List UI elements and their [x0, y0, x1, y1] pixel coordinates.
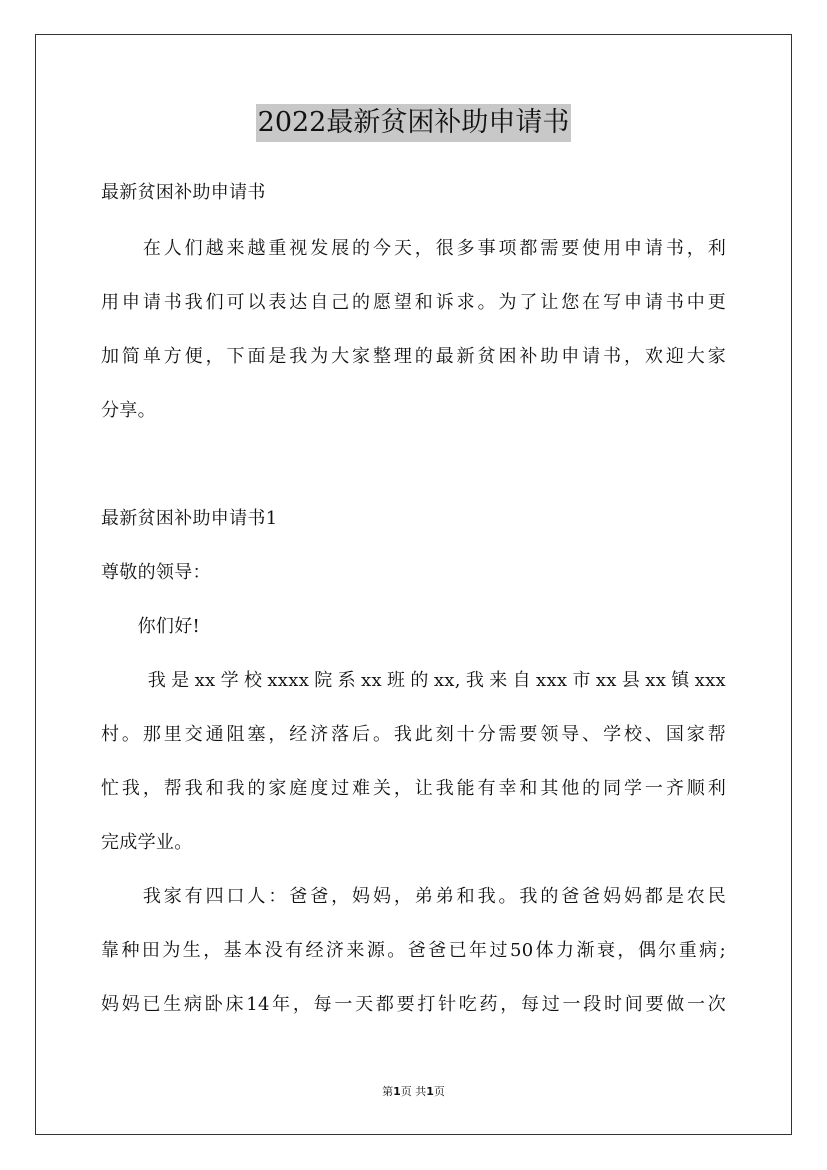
document-title: 2022最新贫困补助申请书 — [256, 104, 572, 142]
paragraph-line: 完成学业。 — [101, 832, 193, 853]
paragraph-line: 我家有四口人：爸爸，妈妈，弟弟和我。我的爸爸妈妈都是农民 — [101, 886, 726, 907]
page-prefix: 第 — [382, 1085, 394, 1098]
page-total: 1 — [426, 1085, 434, 1098]
greeting: 你们好! — [101, 616, 201, 637]
paragraph-line: 忙我，帮我和我的家庭度过难关，让我能有幸和其他的同学一齐顺利 — [101, 778, 726, 799]
page-mid: 页 共 — [400, 1085, 427, 1098]
paragraph-line: 妈妈已生病卧床14年，每一天都要打针吃药，每过一段时间要做一次 — [101, 994, 726, 1015]
section-heading: 最新贫困补助申请书1 — [101, 508, 278, 529]
paragraph-line: 村。那里交通阻塞，经济落后。我此刻十分需要领导、学校、国家帮 — [101, 724, 726, 745]
paragraph-line: 加简单方便，下面是我为大家整理的最新贫困补助申请书，欢迎大家 — [101, 346, 726, 367]
page-current: 1 — [393, 1085, 401, 1098]
paragraph-line: 我是xx学校xxxx院系xx班的xx,我来自xxx市xx县xx镇xxx — [101, 670, 726, 691]
title-container — [0, 104, 827, 142]
salutation: 尊敬的领导： — [101, 562, 211, 583]
paragraph-line: 在人们越来越重视发展的今天，很多事项都需要使用申请书，利 — [101, 238, 726, 259]
section-heading: 最新贫困补助申请书 — [101, 182, 266, 203]
paragraph-line: 用申请书我们可以表达自己的愿望和诉求。为了让您在写申请书中更 — [101, 292, 726, 313]
paragraph-line: 靠种田为生，基本没有经济来源。爸爸已年过50体力渐衰，偶尔重病; — [101, 940, 726, 961]
page-footer — [0, 1084, 827, 1100]
page-suffix: 页 — [433, 1085, 445, 1098]
paragraph-line: 分享。 — [101, 400, 156, 421]
